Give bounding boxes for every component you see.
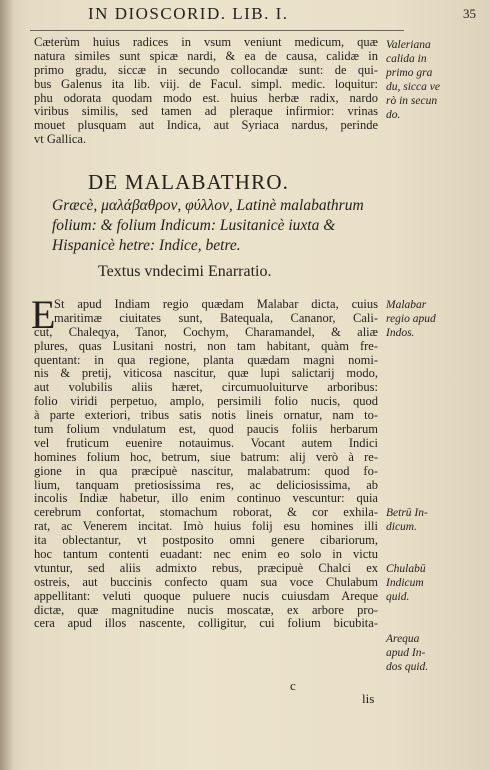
text-line: hoc tantum contenti euadant: nec enim eo solo in victu [34, 547, 378, 562]
margin-line: Betrū In- [386, 507, 428, 519]
text-line: quentant: in qua regione, planta quædam magni nomi- [34, 352, 378, 367]
margin-line: apud In- [386, 647, 426, 659]
text-line: cera apud illos nascente, colligitur, cui folium bicubita- [34, 616, 378, 631]
text-line: tum folium vndulatum est, quod paucis foliis herbarum [34, 422, 378, 437]
text-line: maritimæ ciuitates sunt, Batequala, Cananor, Cali- [54, 310, 378, 325]
text-line: à parte exteriori, tribus satis notis lineis ornatur, nam to- [34, 408, 378, 423]
text-line: vtuntur, sed aliis admixto rebus, præcipuè Chalci ex [34, 560, 378, 575]
margin-line: dicum. [386, 521, 417, 533]
main-text [34, 298, 378, 631]
margin-line: du, sicca ve [386, 81, 440, 93]
text-line: appellitant: veluti quoque puluere nucis cuiusdam Areque [34, 588, 378, 603]
margin-note-chulabu [386, 562, 460, 604]
text-line: bus Galenus ita lib. viij. de Facul. simpl. medic. loquitur: [34, 76, 378, 91]
margin-note-betru [386, 506, 460, 534]
margin-line: quid. [386, 591, 410, 603]
greek-line: folium: & folium Indicum: Lusitanicè iuxta & [52, 217, 336, 234]
margin-line: Arequa [386, 633, 420, 645]
page-number: 35 [463, 6, 476, 21]
margin-note-valeriana [386, 38, 460, 122]
text-line: gione in qua præcipuè nascitur, malabatrum: quod fo- [34, 463, 378, 478]
margin-line: Valeriana [386, 39, 431, 51]
text-line: primo gradu, siccæ in secundo collocandæ sunt: de qui- [34, 62, 378, 77]
margin-note-arequa [386, 632, 460, 674]
text-line: natura similes sunt spicæ nardi, & ea de causa, calidæ in [34, 48, 378, 63]
margin-line: Malabar [386, 299, 427, 311]
subheading: Textus vndecimi Enarratio. [98, 263, 272, 280]
margin-line: rò in secun [386, 95, 438, 107]
running-head: IN DIOSCORID. LIB. I. [88, 4, 289, 23]
text-line: plures, quas Lusitani nostri, non tam habitant, quàm fre- [34, 338, 378, 353]
text-line: nis & pretij, viticosa nascitur, quæ lupi salictarij modo, [34, 366, 378, 381]
text-line: viribus similis, sed tamen ad pleraque infirmior: vrinas [34, 104, 378, 119]
greek-line: Hispanicè hetre: Indice, betre. [52, 237, 241, 254]
text-line: rat, ac Venerem incitat. Imò huius folij esu homines illi [34, 519, 378, 534]
text-line: ostreis, aut buccinis confecto quam sua voce Chulabum [34, 574, 378, 589]
margin-line: calida in [386, 53, 427, 65]
drop-cap: E [31, 292, 56, 337]
top-paragraph [34, 36, 378, 147]
margin-line: Chulabū [386, 563, 426, 575]
margin-line: Indos. [386, 327, 415, 339]
text-line: cut, Chaleqya, Tanor, Cochym, Charamandel, & aliæ [34, 324, 378, 339]
text-line: Cæterùm huius radices in vsum veniunt medicum, quæ [34, 35, 378, 49]
signature-mark: c [290, 678, 296, 693]
greek-names [52, 196, 382, 256]
text-line: folio viridi perpetuo, amplo, persimili folio nucis, quod [34, 394, 378, 409]
margin-line: dos quid. [386, 661, 429, 673]
text-line: vel fruticum euenire notauimus. Vocant autem Indici [34, 435, 378, 450]
margin-line: primo gra [386, 67, 433, 79]
text-line: homines folium hoc, betrum, siue batrum: alij verò à re- [34, 449, 378, 464]
text-line: aut volubilis aliis hæret, circumuoluiturve arboribus: [34, 380, 378, 395]
text-line: dictæ, quæ magnitudine nucis moscatæ, ex arbore pro- [34, 602, 378, 617]
text-line: incolis Indiæ habetur, illo enim continuo vescuntur: quia [34, 491, 378, 506]
text-line: vt Gallica. [34, 132, 87, 147]
text-line: phu odorata quodam modo est. huius herbæ radix, nardo [34, 90, 378, 105]
text-line: cerebrum confortat, stomachum roborat, & cor exhila- [34, 505, 378, 520]
margin-note-malabar [386, 298, 460, 340]
margin-line: do. [386, 109, 401, 121]
margin-line: Indicum [386, 577, 424, 589]
text-line: St apud Indiam regio quædam Malabar dicta, cuius [54, 297, 378, 311]
margin-line: regio apud [386, 313, 436, 325]
text-line: lium, tanquam pretiosissima res, ac deliciosissima, ab [34, 477, 378, 492]
section-heading: DE MALABATHRO. [88, 170, 290, 194]
text-line: mouet plusquam aut Indica, aut Syriaca nardus, perinde [34, 118, 378, 133]
text-line: ita oblectantur, vt postposito omni genere cibariorum, [34, 533, 378, 548]
catchword: lis [362, 691, 375, 706]
header-rule [30, 30, 404, 31]
greek-line: Græcè, μαλάβαθρον, φύλλον, Latinè malabathrum [52, 197, 364, 214]
